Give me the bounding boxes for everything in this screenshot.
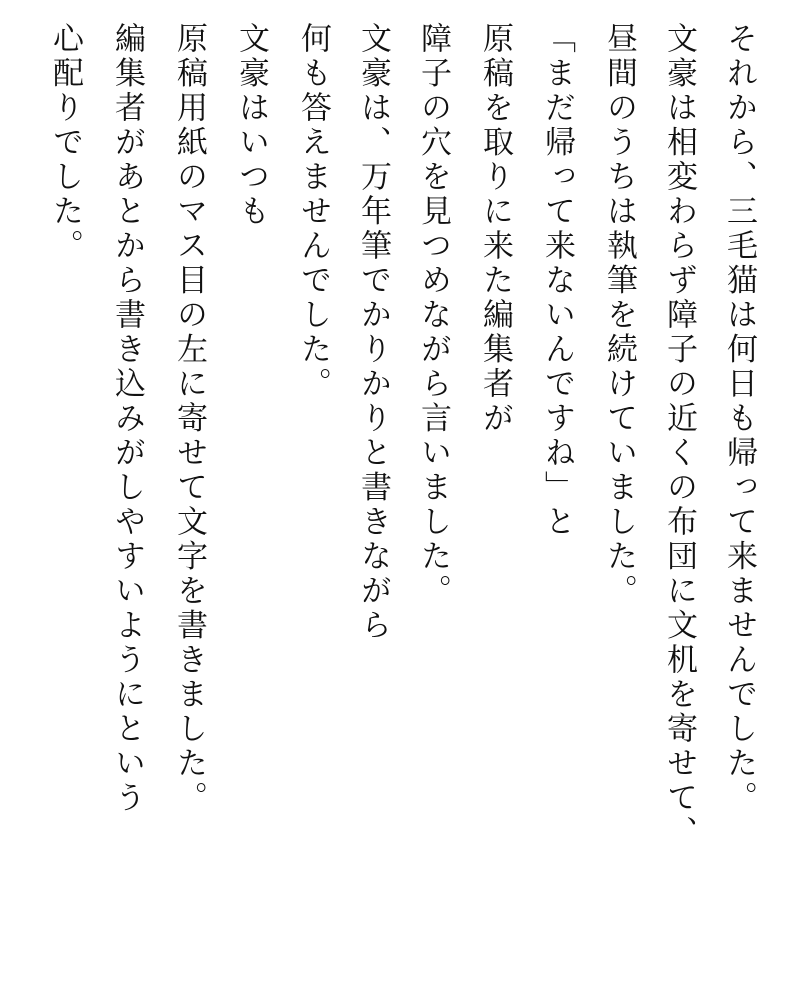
text-column-9: 文豪はいつも bbox=[233, 22, 269, 229]
text-column-2: 文豪は相変わらず障子の近くの布団に文机を寄せて、 bbox=[661, 22, 697, 850]
text-column-7: 文豪は、万年筆でかりかりと書きながら bbox=[355, 22, 391, 643]
text-column-1: それから、三毛猫は何日も帰って来ませんでした。 bbox=[721, 22, 757, 816]
text-column-12: 心配りでした。 bbox=[47, 22, 83, 264]
text-column-11: 編集者があとから書き込みがしやすいようにという bbox=[109, 22, 145, 816]
text-column-10: 原稿用紙のマス目の左に寄せて文字を書きました。 bbox=[171, 22, 207, 816]
text-column-8: 何も答えませんでした。 bbox=[295, 22, 331, 402]
text-column-4: 「まだ帰って来ないんですね」と bbox=[539, 22, 575, 540]
text-column-5: 原稿を取りに来た編集者が bbox=[477, 22, 513, 436]
text-column-6: 障子の穴を見つめながら言いました。 bbox=[415, 22, 451, 609]
text-column-3: 昼間のうちは執筆を続けていました。 bbox=[601, 22, 637, 609]
